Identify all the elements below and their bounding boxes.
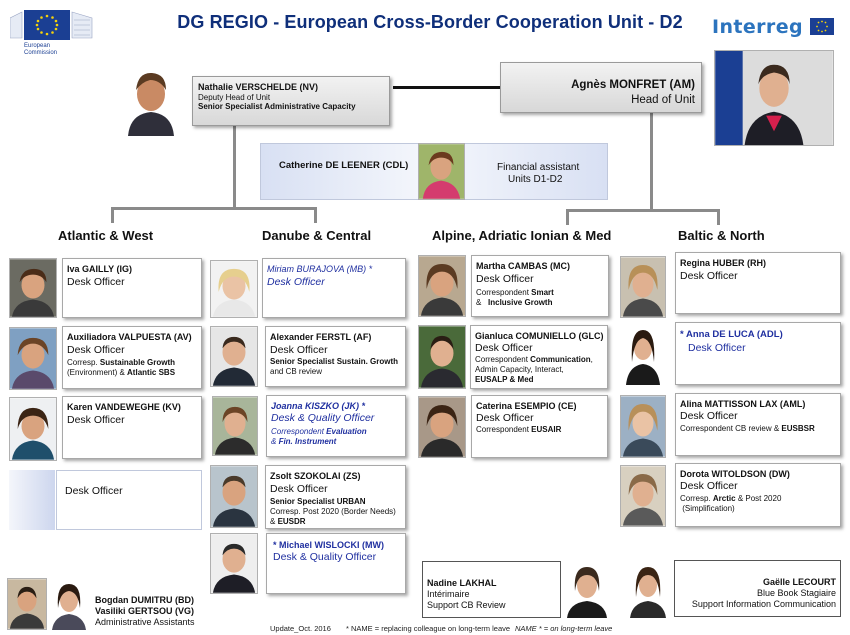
corresp-mc-1: Correspondent Smart (476, 288, 554, 297)
photo-mw (210, 533, 258, 594)
card-adl (675, 322, 841, 385)
name-mb: Miriam BURAJOVA (MB) * (267, 264, 373, 274)
photo-ig (9, 258, 57, 318)
corresp-dw-2: (Simplification) (680, 504, 735, 513)
section-danube: Danube & Central (262, 228, 372, 243)
name-af: Alexander FERSTL (AF) (270, 332, 372, 342)
photo-aml (620, 395, 666, 458)
photo-af (210, 326, 258, 387)
role-rh: Desk Officer (680, 270, 738, 282)
card-ig (62, 258, 202, 318)
role-ig: Desk Officer (67, 276, 125, 288)
name-ce: Caterina ESEMPIO (CE) (476, 401, 577, 411)
photo-mc (418, 255, 466, 317)
role-aml: Desk Officer (680, 410, 738, 422)
corresp-jk-2: & Fin. Instrument (271, 437, 337, 446)
name-adl: * Anna DE LUCA (ADL) (680, 329, 783, 340)
deputy-head-box (192, 76, 390, 126)
corresp-glc-1: Correspondent Communication, (475, 355, 593, 364)
card-zs (265, 465, 406, 529)
deputy-vertical-line (233, 125, 236, 208)
photo-adl (620, 322, 666, 385)
corresp-af-1: Senior Specialist Sustain. Growth (270, 357, 399, 366)
deputy-name: Nathalie VERSCHELDE (NV) (198, 82, 319, 92)
interreg-logo (712, 16, 840, 42)
section-alpine: Alpine, Adriatic Ionian & Med (432, 228, 612, 243)
page-title: DG REGIO - European Cross-Border Cooperation Unit - D2 (177, 12, 683, 32)
role-dw: Desk Officer (680, 480, 738, 492)
head-name: Agnès MONFRET (AM) (571, 79, 695, 91)
role-mw: Desk & Quality Officer (273, 551, 377, 563)
photo-av (9, 327, 57, 390)
role-vacant: Desk Officer (65, 485, 123, 497)
deputy-role: Deputy Head of Unit (198, 93, 271, 102)
name-dw: Dorota WITOLDSON (DW) (680, 469, 790, 479)
name-ig: Iva GAILLY (IG) (67, 264, 133, 274)
photo-ce (418, 396, 466, 458)
eu-flag-small-icon (810, 18, 834, 35)
card-mw (266, 533, 406, 594)
name-zs: Zsolt SZOKOLAI (ZS) (270, 471, 361, 481)
card-nadine (422, 561, 561, 618)
commission-building-icon (10, 8, 94, 42)
card-mb (262, 258, 406, 318)
name-kv: Karen VANDEWEGHE (KV) (67, 402, 181, 412)
role-av: Desk Officer (67, 344, 125, 356)
role-adl: Desk Officer (688, 342, 746, 354)
card-dw (675, 463, 841, 527)
corresp-av-1: Corresp. Sustainable Growth (67, 358, 176, 367)
card-aml (675, 393, 841, 456)
corresp-zs-1: Senior Specialist URBAN (270, 497, 366, 506)
footer-update: Update_Oct. 2016 (270, 624, 331, 633)
head-vertical-line (650, 113, 653, 211)
card-kv (62, 396, 202, 459)
corresp-jk-1: Correspondent Evaluation (271, 427, 367, 436)
card-vacant (56, 470, 202, 530)
card-af (265, 326, 406, 387)
danube-drop-line (314, 207, 317, 223)
corresp-zs-2: Corresp. Post 2020 (Border Needs) (270, 507, 396, 516)
role-gaelle-1: Blue Book Stagiaire (756, 588, 836, 598)
card-ce (471, 395, 608, 458)
role-af: Desk Officer (270, 344, 328, 356)
role-nadine-2: Support CB Review (427, 600, 506, 610)
photo-gaelle (628, 561, 668, 618)
role-admin: Administrative Assistants (95, 617, 195, 627)
photo-financial (418, 143, 465, 200)
role-mc: Desk Officer (476, 273, 534, 285)
name-gaelle: Gaëlle LECOURT (762, 577, 836, 587)
photo-kv (9, 397, 57, 461)
left-horizontal-line (111, 207, 317, 210)
financial-name: Catherine DE LEENER (CDL) (279, 160, 409, 171)
corresp-av-2: (Environment) & Atlantic SBS (67, 368, 176, 377)
role-zs: Desk Officer (270, 483, 328, 495)
role-kv: Desk Officer (67, 414, 125, 426)
photo-jk (212, 396, 258, 456)
financial-units: Units D1-D2 (508, 174, 563, 185)
corresp-mc-2: & Inclusive Growth (476, 298, 553, 307)
name-nadine: Nadine LAKHAL (427, 578, 497, 588)
european-commission-logo (10, 8, 94, 66)
card-jk (266, 395, 406, 457)
photo-head (714, 50, 834, 146)
footer-note-leave: NAME * = on long-term leave (515, 624, 613, 633)
footer-note-replacing: * NAME = replacing colleague on long-term leave (346, 624, 511, 633)
section-baltic: Baltic & North (678, 228, 765, 243)
photo-vacant (9, 470, 55, 530)
deputy-head-connector (393, 86, 500, 89)
card-glc (470, 325, 608, 389)
role-mb: Desk Officer (267, 276, 325, 288)
section-atlantic: Atlantic & West (58, 228, 154, 243)
name-av: Auxiliadora VALPUESTA (AV) (67, 332, 192, 342)
photo-deputy (122, 66, 180, 136)
card-gaelle (674, 560, 841, 617)
corresp-glc-2: Admin Capacity, Interact, (475, 365, 564, 374)
photo-rh (620, 256, 666, 318)
corresp-af-2: and CB review (270, 367, 323, 376)
role-gaelle-2: Support Information Communication (691, 599, 836, 609)
ec-logo-text: European Commission (24, 43, 58, 56)
corresp-aml-1: Correspondent CB review & EUSBSR (680, 424, 815, 433)
card-rh (675, 252, 841, 314)
role-ce: Desk Officer (476, 412, 534, 424)
name-aml: Alina MATTISSON LAX (AML) (680, 399, 806, 409)
role-nadine-1: Intérimaire (427, 589, 470, 599)
name-jk: Joanna KISZKO (JK) * (271, 401, 366, 411)
atlantic-drop-line (111, 207, 114, 223)
interreg-wordmark: Interreg (712, 16, 803, 38)
card-av (62, 326, 202, 389)
name-vg: Vasiliki GERTSOU (VG) (95, 606, 195, 616)
photo-bd (7, 578, 47, 630)
photo-vg (50, 578, 88, 630)
corresp-zs-3: & EUSDR (270, 517, 306, 526)
corresp-glc-3: EUSALP & Med (475, 375, 534, 384)
alpine-drop-line (566, 209, 569, 225)
deputy-extra: Senior Specialist Administrative Capacity (198, 102, 356, 111)
name-mc: Martha CAMBAS (MC) (476, 261, 570, 271)
corresp-ce-1: Correspondent EUSAIR (476, 425, 562, 434)
role-glc: Desk Officer (475, 342, 533, 354)
photo-nadine (565, 561, 609, 618)
name-mw: * Michael WISLOCKI (MW) (273, 540, 384, 550)
name-bd: Bogdan DUMITRU (BD) (95, 595, 194, 605)
photo-zs (210, 465, 258, 528)
photo-dw (620, 465, 666, 527)
head-of-unit-box (500, 62, 702, 113)
head-role: Head of Unit (631, 94, 695, 106)
baltic-drop-line (717, 209, 720, 225)
name-rh: Regina HUBER (RH) (680, 258, 767, 268)
card-mc (471, 255, 609, 317)
financial-role: Financial assistant (497, 162, 580, 173)
photo-mb (210, 260, 258, 318)
photo-glc (418, 325, 466, 389)
corresp-dw-1: Corresp. Arctic & Post 2020 (680, 494, 782, 503)
right-horizontal-line (566, 209, 720, 212)
name-glc: Gianluca COMUNIELLO (GLC) (475, 331, 604, 341)
role-jk: Desk & Quality Officer (271, 412, 375, 424)
